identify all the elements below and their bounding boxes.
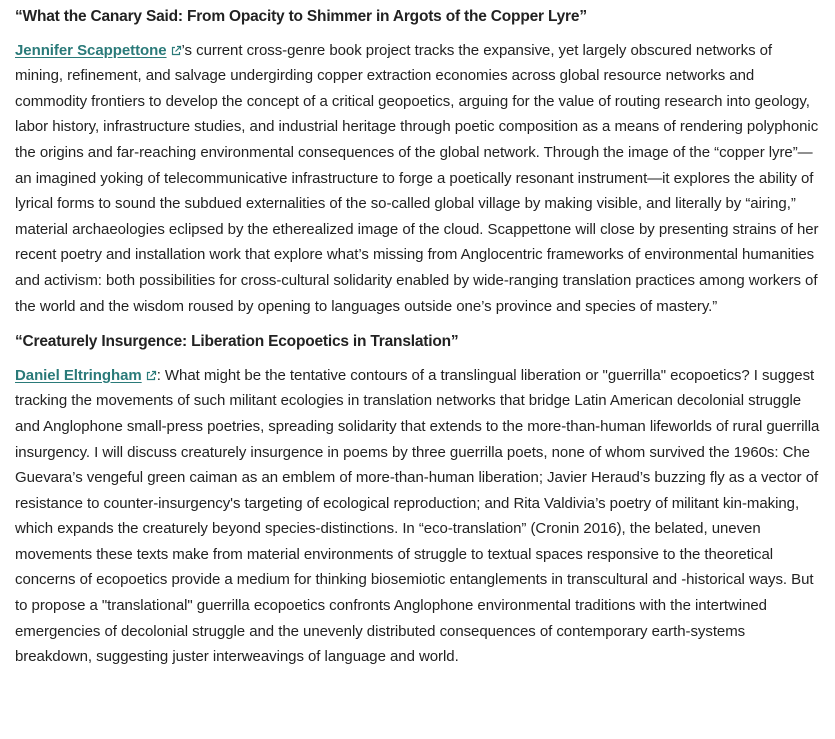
author-link-eltringham[interactable] bbox=[15, 367, 157, 384]
abstract-paragraph bbox=[15, 38, 823, 320]
author-name: Daniel Eltringham bbox=[15, 366, 142, 384]
section-title-canary: “What the Canary Said: From Opacity to Shimmer in Argots of the Copper Lyre” bbox=[15, 8, 587, 25]
author-name: Jennifer Scappettone bbox=[15, 41, 167, 59]
abstract-text: : What might be the tentative contours of a translingual liberation or "guerrilla" ecopoetics? I suggest tracking the movements of such militant ecologies in translation networks that bridge Latin American decolonial struggle and Anglophone small-press poetries, spreading solidarity that extends to the more-than-human lifeworlds of rural guerrilla insurgency. I will discuss creaturely insurgence in poems by three guerrilla poets, none of whom survived the 1960s: Che Guevara’s vengeful green caiman as an emblem of more-than-human liberation; Javier Heraud’s buzzing fly as a vector of resistance to counter-insurgency's targeting of ecological reproduction; and Rita Valdivia’s poetry of militant kin-making, which expands the creaturely beyond species-distinctions. In “eco-translation” (Cronin 2016), the belated, uneven movements these texts make from material environments of struggle to textual spaces responsive to the theoretical concerns of ecopoetics provide a medium for thinking biosemiotic entanglements in transcultural and -historical ways. But to propose a "translational" guerrilla ecopoetics confronts Anglophone environmental traditions with the intertwined emergencies of decolonial struggle and the unevenly distributed consequences of contemporary earth-systems breakdown, suggesting juster interweavings of language and world. bbox=[15, 366, 820, 666]
abstract-text: ’s current cross-genre book project tracks the expansive, yet largely obscured networks of mining, refinement, and salvage undergirding copper extraction economies across global resource networks and commodity frontiers to develop the concept of a critical geopoetics, arguing for the value of routing research into geology, labor history, infrastructure studies, and industrial heritage through poetic composition as a means of rendering polyphonic the origins and far-reaching environmental consequences of the global network. Through the image of the “copper lyre”—an imagined yoking of telecommunicative infrastructure to forge a poetically resonant instrument—it explores the ability of lyrical forms to sound the subdued externalities of the so-called global village by making visible, and literally by “airing,” material archaeologies eclipsed by the etherealized image of the cloud. Scappettone will close by presenting strains of her recent poetry and installation work that explore what’s missing from Anglocentric frameworks of environmental humanities and activism: both possibilities for cross-cultural solidarity enabled by wide-ranging translation practices among workers of the world and the wisdom roused by opening to languages outside one’s province and species of mastery.” bbox=[15, 41, 819, 315]
section-title-creaturely: “Creaturely Insurgence: Liberation Ecopoetics in Translation” bbox=[15, 333, 459, 351]
external-link-icon bbox=[145, 370, 157, 382]
section-body-creaturely bbox=[15, 363, 823, 670]
author-link-scappettone[interactable] bbox=[15, 42, 182, 59]
abstract-paragraph bbox=[15, 363, 823, 670]
section-body-canary bbox=[15, 38, 823, 320]
external-link-icon bbox=[170, 45, 182, 57]
